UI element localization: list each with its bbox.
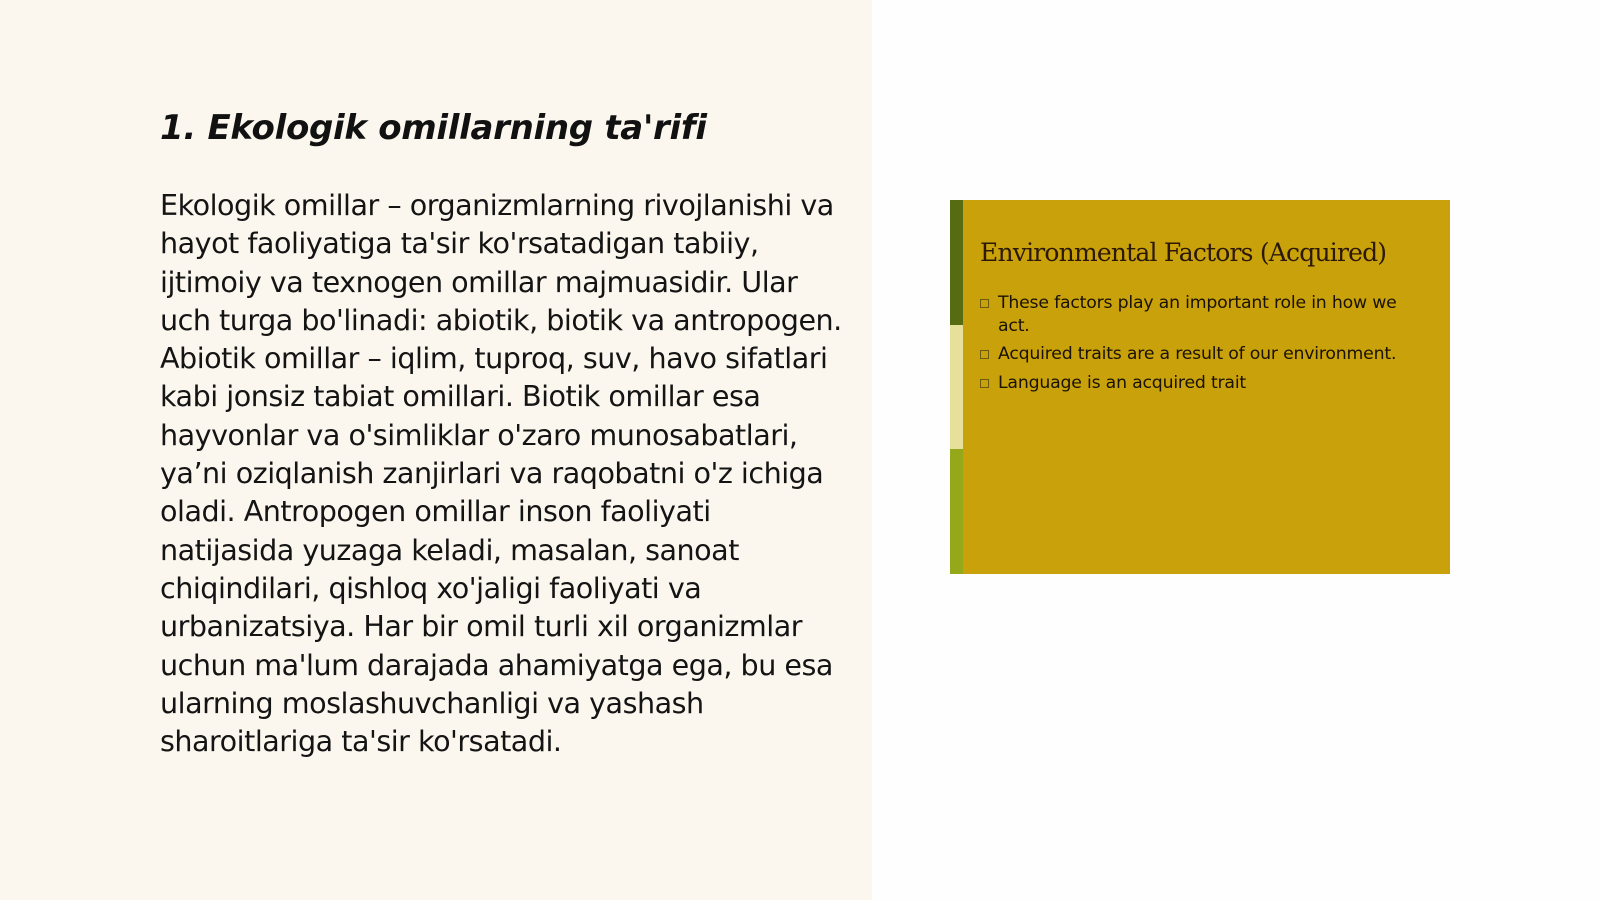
bullet-text: Language is an acquired trait bbox=[998, 372, 1246, 393]
embedded-slide-title: Environmental Factors (Acquired) bbox=[980, 238, 1387, 267]
slide-body-text: Ekologik omillar – organizmlarning rivojlanishi va hayot faoliyatiga ta'sir ko'rsatadigan tabiiy, ijtimoiy va texnogen omillar majmuasidir. Ular uch turga bo'linadi: abiotik, biotik va antropogen. Abiotik omillar – iqlim, tuproq, suv, havo sifatlari kabi jonsiz tabiat omillari. Biotik omillar esa hayvonlar va o'simliklar o'zaro munosabatlari, ya’ni oziqlanish zanjirlari va raqobatni o'z ichiga oladi. Antropogen omillar inson faoliyati natijasida yuzaga keladi, masalan, sanoat chiqindilari, qishloq xo'jaligi faoliyati va urbanizatsiya. Har bir omil turli xil organizmlar uchun ma'lum darajada ahamiyatga ega, bu esa ularning moslashuvchanligi va yashash sharoitlariga ta'sir ko'rsatadi. bbox=[160, 188, 842, 759]
bullet-item bbox=[980, 372, 1420, 395]
accent-bar-green bbox=[950, 449, 963, 574]
embedded-slide-image bbox=[950, 200, 1450, 574]
slide-title: 1. Ekologik omillarning ta'rifi bbox=[160, 108, 707, 148]
accent-bar-dark bbox=[950, 200, 963, 325]
bullet-text: These factors play an important role in how we act. bbox=[998, 293, 1397, 336]
bullet-item bbox=[980, 343, 1420, 366]
embedded-bullet-list bbox=[980, 292, 1420, 400]
hollow-square-icon bbox=[980, 379, 989, 388]
hollow-square-icon bbox=[980, 350, 989, 359]
accent-bar-light bbox=[950, 325, 963, 449]
hollow-square-icon bbox=[980, 299, 989, 308]
bullet-item bbox=[980, 292, 1420, 337]
bullet-text: Acquired traits are a result of our environment. bbox=[998, 344, 1397, 364]
